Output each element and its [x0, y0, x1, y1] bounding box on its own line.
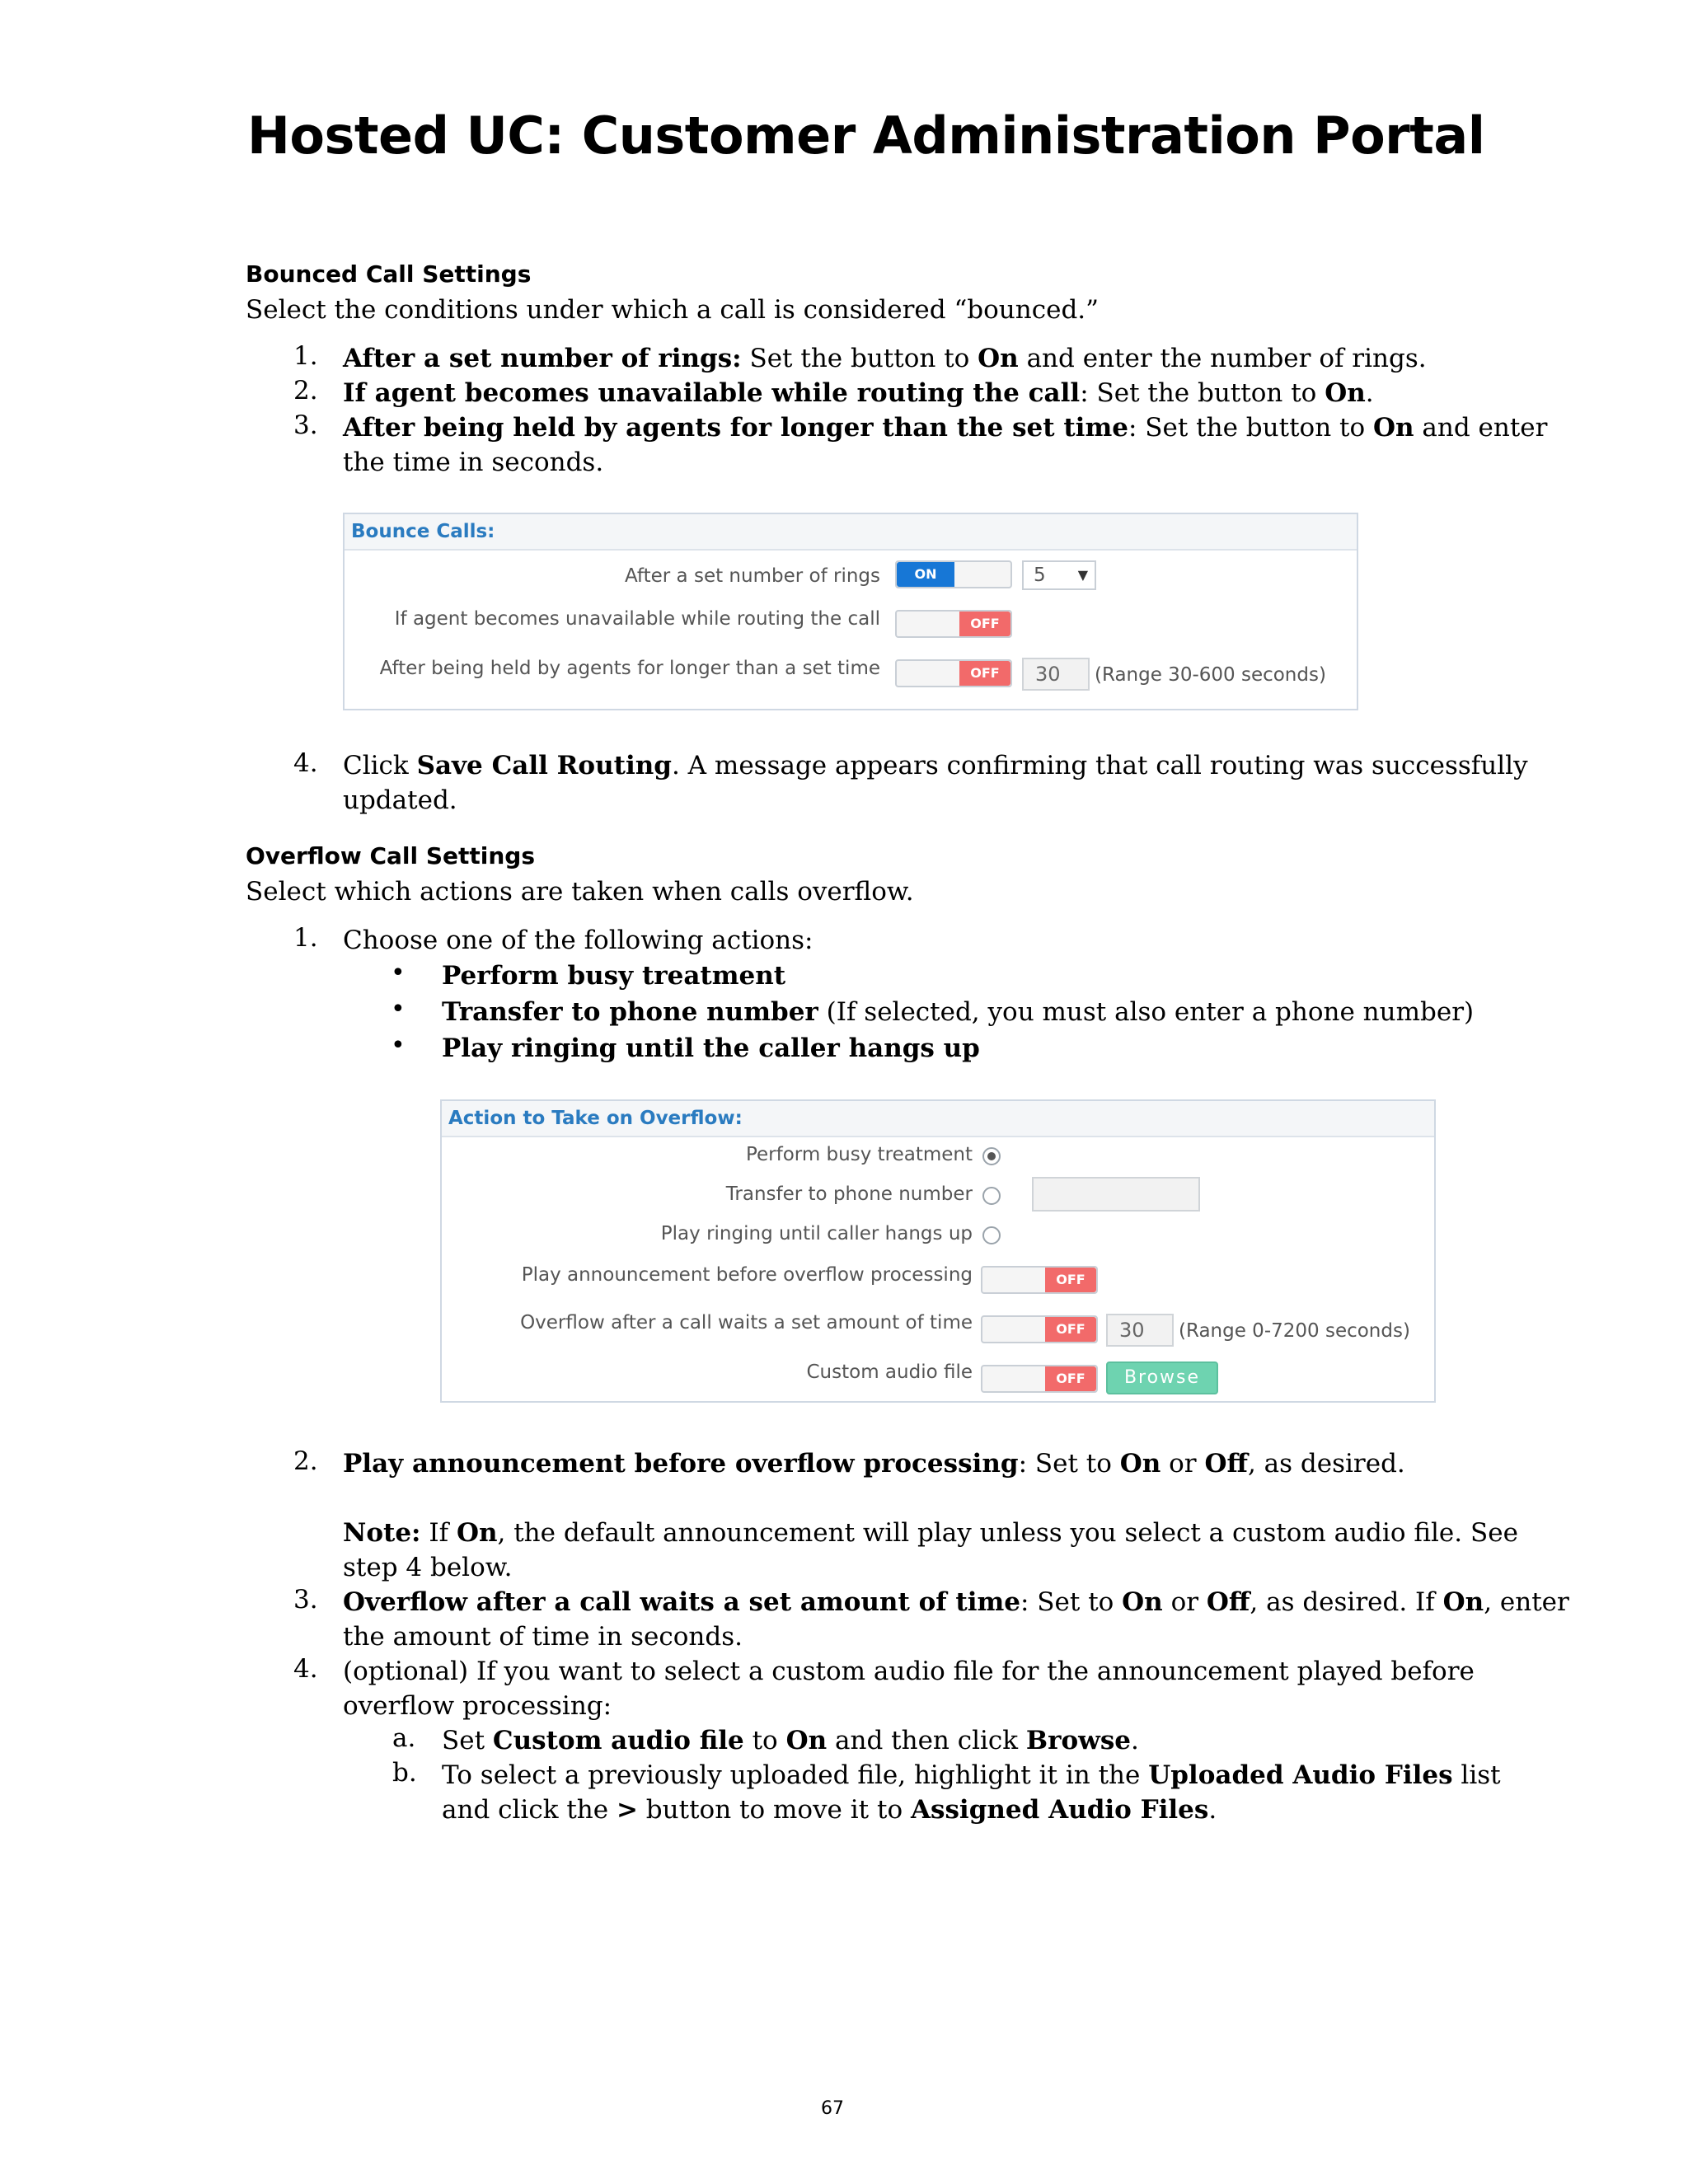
overflow-action-panel [440, 1099, 1436, 1403]
range-hint: (Range 0-7200 seconds) [1179, 1320, 1410, 1342]
list-number: 1. [293, 923, 318, 953]
list-number: 4. [293, 748, 318, 778]
list-item: Click Save Call Routing. A message appears confirming that call routing was successfully [343, 751, 1528, 780]
toggle-off-knob: OFF [959, 612, 1010, 636]
field-label: If agent becomes unavailable while routing the call [394, 608, 880, 630]
busy-treatment-radio[interactable] [982, 1147, 1001, 1165]
field-label: Play ringing until caller hangs up [660, 1223, 973, 1244]
list-item-continuation: updated. [343, 785, 457, 815]
held-time-input[interactable]: 30 [1022, 658, 1090, 691]
list-number: 1. [293, 341, 318, 371]
list-item: Overflow after a call waits a set amount of time: Set to On or Off, as desired. If On, enter [343, 1587, 1569, 1617]
bounce-calls-panel [343, 513, 1358, 710]
overflow-wait-input[interactable]: 30 [1106, 1314, 1174, 1347]
rings-toggle[interactable] [895, 560, 1012, 588]
sub-item: Set Custom audio file to On and then click Browse. [442, 1726, 1139, 1755]
section-heading-overflow: Overflow Call Settings [246, 842, 536, 869]
chevron-down-icon: ▼ [1077, 567, 1088, 583]
list-item-continuation: the time in seconds. [343, 448, 604, 477]
list-item-continuation: the amount of time in seconds. [343, 1622, 743, 1652]
sub-letter: b. [392, 1758, 417, 1788]
bullet-icon: • [391, 995, 406, 1024]
range-hint: (Range 30-600 seconds) [1095, 664, 1326, 686]
list-number: 3. [293, 1585, 318, 1615]
list-item: After being held by agents for longer than the set time: Set the button to On and enter [343, 413, 1548, 443]
panel-header: Action to Take on Overflow: [442, 1101, 1434, 1137]
bullet-item: Play ringing until the caller hangs up [442, 1033, 980, 1063]
note-continuation: step 4 below. [343, 1553, 513, 1582]
overflow-wait-toggle[interactable] [981, 1315, 1098, 1343]
transfer-phone-radio[interactable] [982, 1187, 1001, 1205]
field-label: After a set number of rings [625, 565, 880, 587]
bullet-item: Perform busy treatment [442, 961, 786, 991]
field-label: Perform busy treatment [745, 1144, 973, 1165]
field-label: Transfer to phone number [725, 1183, 973, 1205]
note-text: Note: If On, the default announcement will play unless you select a custom audio file. See [343, 1518, 1518, 1548]
agent-unavailable-toggle[interactable] [895, 610, 1012, 638]
list-number: 3. [293, 410, 318, 440]
sub-letter: a. [392, 1723, 416, 1753]
list-item: (optional) If you want to select a custom audio file for the announcement played before [343, 1657, 1475, 1686]
bullet-item: Transfer to phone number (If selected, you must also enter a phone number) [442, 997, 1475, 1027]
play-ringing-radio[interactable] [982, 1226, 1001, 1244]
toggle-off-knob: OFF [1045, 1317, 1096, 1342]
list-number: 2. [293, 376, 318, 405]
page-number: 67 [821, 2098, 844, 2119]
list-item: Play announcement before overflow processing: Set to On or Off, as desired. [343, 1449, 1405, 1479]
bullet-icon: • [391, 1031, 406, 1060]
toggle-off-knob: OFF [1045, 1268, 1096, 1292]
toggle-off-knob: OFF [959, 661, 1010, 686]
bullet-icon: • [391, 958, 406, 987]
custom-audio-toggle[interactable] [981, 1365, 1098, 1393]
list-item: If agent becomes unavailable while routing the call: Set the button to On. [343, 378, 1374, 408]
held-time-toggle[interactable] [895, 659, 1012, 687]
list-item: Choose one of the following actions: [343, 926, 814, 955]
field-label: Play announcement before overflow processing [521, 1264, 973, 1286]
bounced-intro: Select the conditions under which a call is considered “bounced.” [246, 295, 1099, 325]
page-title: Hosted UC: Customer Administration Portal [247, 105, 1485, 166]
rings-count-select[interactable] [1022, 560, 1096, 590]
list-number: 2. [293, 1446, 318, 1476]
list-item: After a set number of rings: Set the button to On and enter the number of rings. [343, 344, 1427, 373]
field-label: After being held by agents for longer than a set time [379, 658, 880, 679]
list-item-continuation: overflow processing: [343, 1691, 612, 1721]
section-heading-bounced: Bounced Call Settings [246, 260, 532, 288]
sub-item: To select a previously uploaded file, highlight it in the Uploaded Audio Files list [442, 1760, 1501, 1790]
panel-header: Bounce Calls: [345, 514, 1357, 551]
toggle-on-knob: ON [897, 562, 954, 587]
sub-item-continuation: and click the > button to move it to Assigned Audio Files. [442, 1795, 1217, 1825]
list-number: 4. [293, 1654, 318, 1684]
announcement-toggle[interactable] [981, 1266, 1098, 1294]
select-value: 5 [1034, 565, 1046, 586]
browse-button[interactable]: Browse [1106, 1361, 1218, 1394]
phone-number-input[interactable] [1032, 1177, 1200, 1212]
overflow-intro: Select which actions are taken when calls overflow. [246, 877, 914, 907]
field-label: Custom audio file [806, 1361, 973, 1383]
toggle-off-knob: OFF [1045, 1366, 1096, 1391]
field-label: Overflow after a call waits a set amount of time [520, 1312, 973, 1333]
